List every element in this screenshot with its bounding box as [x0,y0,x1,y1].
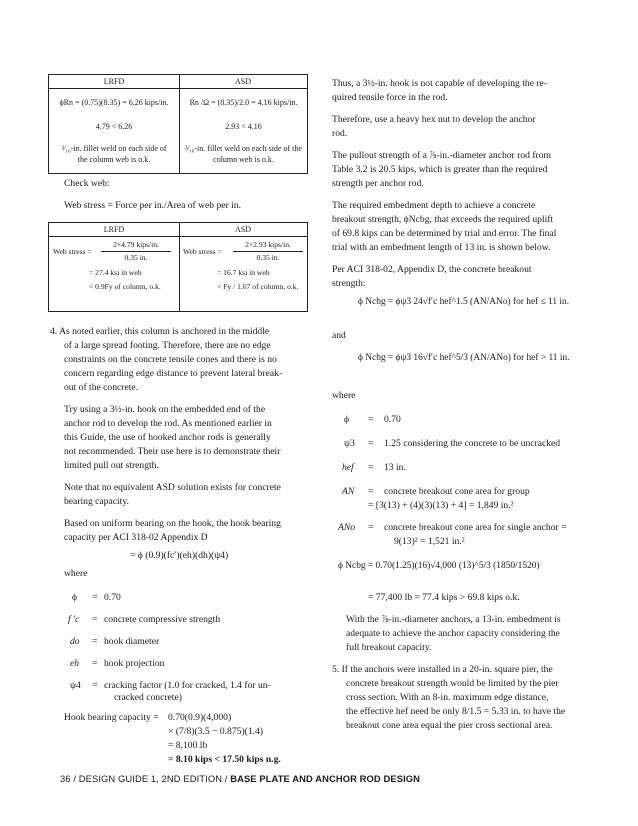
p4-line: out of the concrete. [64,382,139,393]
def-equals: = [92,680,98,691]
def-equals: = [92,658,98,669]
def-symbol: ψ4 [70,680,81,691]
lrfd-weld-capacity: ϕRn = (0.75)(8.35) = 6.26 kips/in. [59,98,169,107]
right-line: The required embedment depth to achieve a concrete [332,200,536,211]
lrfd-web-result: = 27.4 ksi in web [89,268,142,277]
hook-capacity-line: × (7/8)(3.5 − 0.875)(1.4) [168,726,264,737]
lrfd-web-compare: < 0.9Fy of column, o.k. [89,282,161,291]
def-symbol: ϕ [344,414,350,425]
lrfd-header-2: LRFD [103,225,125,234]
footer-prefix: 36 / DESIGN GUIDE 1, 2ND EDITION / [60,773,231,784]
def-text: cracked concrete) [114,692,182,703]
asd-weld-compare: 2.93 < 4.16 [225,122,262,131]
breakout-equation-2: ϕ Ncbg = ϕψ3 16√f′c hef^5/3 (AN/ANo) for hef > 11 in. [358,353,570,363]
def-text: cracking factor (1.0 for cracked, 1.4 for un- [104,680,271,691]
def-equals: = [92,636,98,647]
p5-line: the effective hef need be only 8/1.5 = 5.33 in. to have the [346,706,566,717]
web-stress-text: Web stress = Force per in./Area of web per in. [64,200,242,211]
lrfd-web-denominator: 0.35 in. [124,253,148,262]
breakout-equation-3: ϕ Ncbg = 0.70(1.25)(16)√4,000 (13)^5/3 (1850/1520) [338,561,540,571]
def-symbol: f ′c [68,614,80,625]
asd-header-2: ASD [234,225,251,234]
breakout-result: = 77,400 lb = 77.4 kips > 69.8 kips o.k. [368,592,520,603]
asd-web-compare: < Fy / 1.67 of column, o.k. [217,282,299,291]
asd-web-label: Web stress = [183,247,222,256]
right-line: Therefore, use a heavy hex nut to develop the anchor [332,114,536,125]
p5-line: concrete breakout strength would be limited by the pier [346,678,559,689]
based-line: capacity per ACI 318-02 Appendix D [64,532,208,543]
def-symbol: AN [342,486,355,497]
right-line: quired tensile force in the rod. [332,92,448,103]
check-web-text: Check web: [64,178,110,189]
try-line: anchor rod to develop the rod. As mentioned earlier in [64,418,272,429]
p4-line: of a large spread footing. Therefore, there are no edge [64,340,271,351]
lrfd-header: LRFD [103,77,125,86]
def-symbol: do [70,636,80,647]
def-text: 0.70 [384,414,401,425]
right-line: adequate to achieve the anchor capacity considering the [346,628,560,639]
hook-capacity-line: 0.70(0.9)(4,000) [168,712,232,723]
right-line: strength per anchor rod. [332,178,424,189]
def-symbol: ϕ [72,592,78,603]
def-text: 0.70 [104,592,121,603]
asd-weld-capacity: Rn /Ω = (8.35)/2.0 = 4.16 kips/in. [189,98,298,107]
def-symbol: hef [342,462,354,473]
lrfd-web-numerator: 2×4.79 kips/in. [101,239,171,252]
right-line: of 69.8 kips can be determined by trial and error. The final [332,228,557,239]
asd-weld-result-1: ³⁄₁₆-in. fillet weld on each side of the [185,144,302,153]
p4-line: constraints on the concrete tensile cones and there is no [64,354,277,365]
def-text: concrete compressive strength [104,614,221,625]
right-line: Thus, a 3½-in. hook is not capable of developing the re- [332,78,548,89]
right-line: breakout strength, ϕNcbg, that exceeds the required uplift [332,214,554,225]
right-line: The pullout strength of a ⅞-in.-diameter anchor rod from [332,150,551,161]
hook-capacity-label: Hook bearing capacity = [64,712,159,723]
right-line: With the ⅞-in.-diameter anchors, a 13-in. embedment is [346,614,561,625]
breakout-equation-1: ϕ Ncbg = ϕψ3 24√f′c hef^1.5 (AN/ANo) for hef ≤ 11 in. [358,297,570,307]
and-label: and [332,330,346,341]
p4-line: concern regarding edge distance to prevent lateral break- [64,368,283,379]
lrfd-weld-compare: 4.79 < 6.26 [95,122,133,131]
try-line: this Guide, the use of hooked anchor rods is generally [64,432,271,443]
def-text: concrete breakout cone area for group [384,486,530,497]
right-line: Per ACI 318-02, Appendix D, the concrete breakout [332,264,532,275]
p5-line: breakout cone area equal the pier cross sectional area. [346,720,553,731]
hook-capacity-line: = 8,100 lb [168,740,208,751]
def-text: hook projection [104,658,165,669]
note-line: Note that no equivalent ASD solution exists for concrete [64,482,281,493]
where-label-1: where [64,568,88,579]
hook-capacity-result: = 8.10 kips < 17.50 kips n.g. [168,754,281,765]
asd-web-denominator: 0.35 in. [256,253,280,262]
note-line: bearing capacity. [64,496,129,507]
page-footer [60,773,420,784]
right-line: full breakout capacity. [346,642,432,653]
asd-web-result: = 16.7 ksi in web [217,268,270,277]
asd-header: ASD [234,77,251,86]
def-text: concrete breakout cone area for single anchor = [384,522,567,533]
def-symbol: eh [70,658,80,669]
p4-line: 4. As noted earlier, this column is anchored in the middle [50,326,270,337]
def-text: 1.25 considering the concrete to be uncracked [384,438,561,449]
lrfd-weld-result-1: ³⁄₁₆-in. fillet weld on each side of [61,144,167,153]
def-text: 13 in. [384,462,406,473]
try-line: limited pull out strength. [64,460,159,471]
def-text: hook diameter [104,636,160,647]
ano-value: 9(13)² = 1,521 in.² [394,536,465,547]
footer-title: BASE PLATE AND ANCHOR ROD DESIGN [230,773,421,784]
hook-equation: = ϕ (0.9)(fc′)(eh)(dh)(ψ4) [130,550,229,561]
lrfd-weld-result-2: the column web is o.k. [77,155,151,164]
web-stress-header [49,223,307,237]
where-label-2: where [332,390,356,401]
web-stress-table [48,222,308,312]
def-equals: = [92,614,98,625]
right-line: trial with an embedment length of 13 in. is shown below. [332,242,551,253]
def-symbol: ψ3 [344,438,355,449]
based-line: Based on uniform bearing on the hook, the hook bearing [64,518,281,529]
def-symbol: ANo [338,522,356,533]
p5-line: cross section. With an 8-in. maximum edge distance, [346,692,549,703]
right-line: strength: [332,278,366,289]
try-line: Try using a 3½-in. hook on the embedded end of the [64,404,266,415]
def-equals: = [92,592,98,603]
p5-line: 5. If the anchors were installed in a 20-in. square pier, the [332,664,553,675]
asd-web-numerator: 2×2.93 kips/in. [233,239,303,252]
lrfd-web-label: Web stress = [53,247,92,256]
weld-table-header [49,75,307,89]
right-line: Table 3.2 is 20.5 kips, which is greater than the required [332,164,548,175]
right-line: rod. [332,128,348,139]
an-value: = [3(13) + (4)(3)(13) + 4] = 1,849 in.² [368,500,514,511]
asd-weld-result-2: column web is o.k. [213,155,274,164]
try-line: not recommended. Their use here is to demonstrate their [64,446,281,457]
weld-table [48,74,308,174]
